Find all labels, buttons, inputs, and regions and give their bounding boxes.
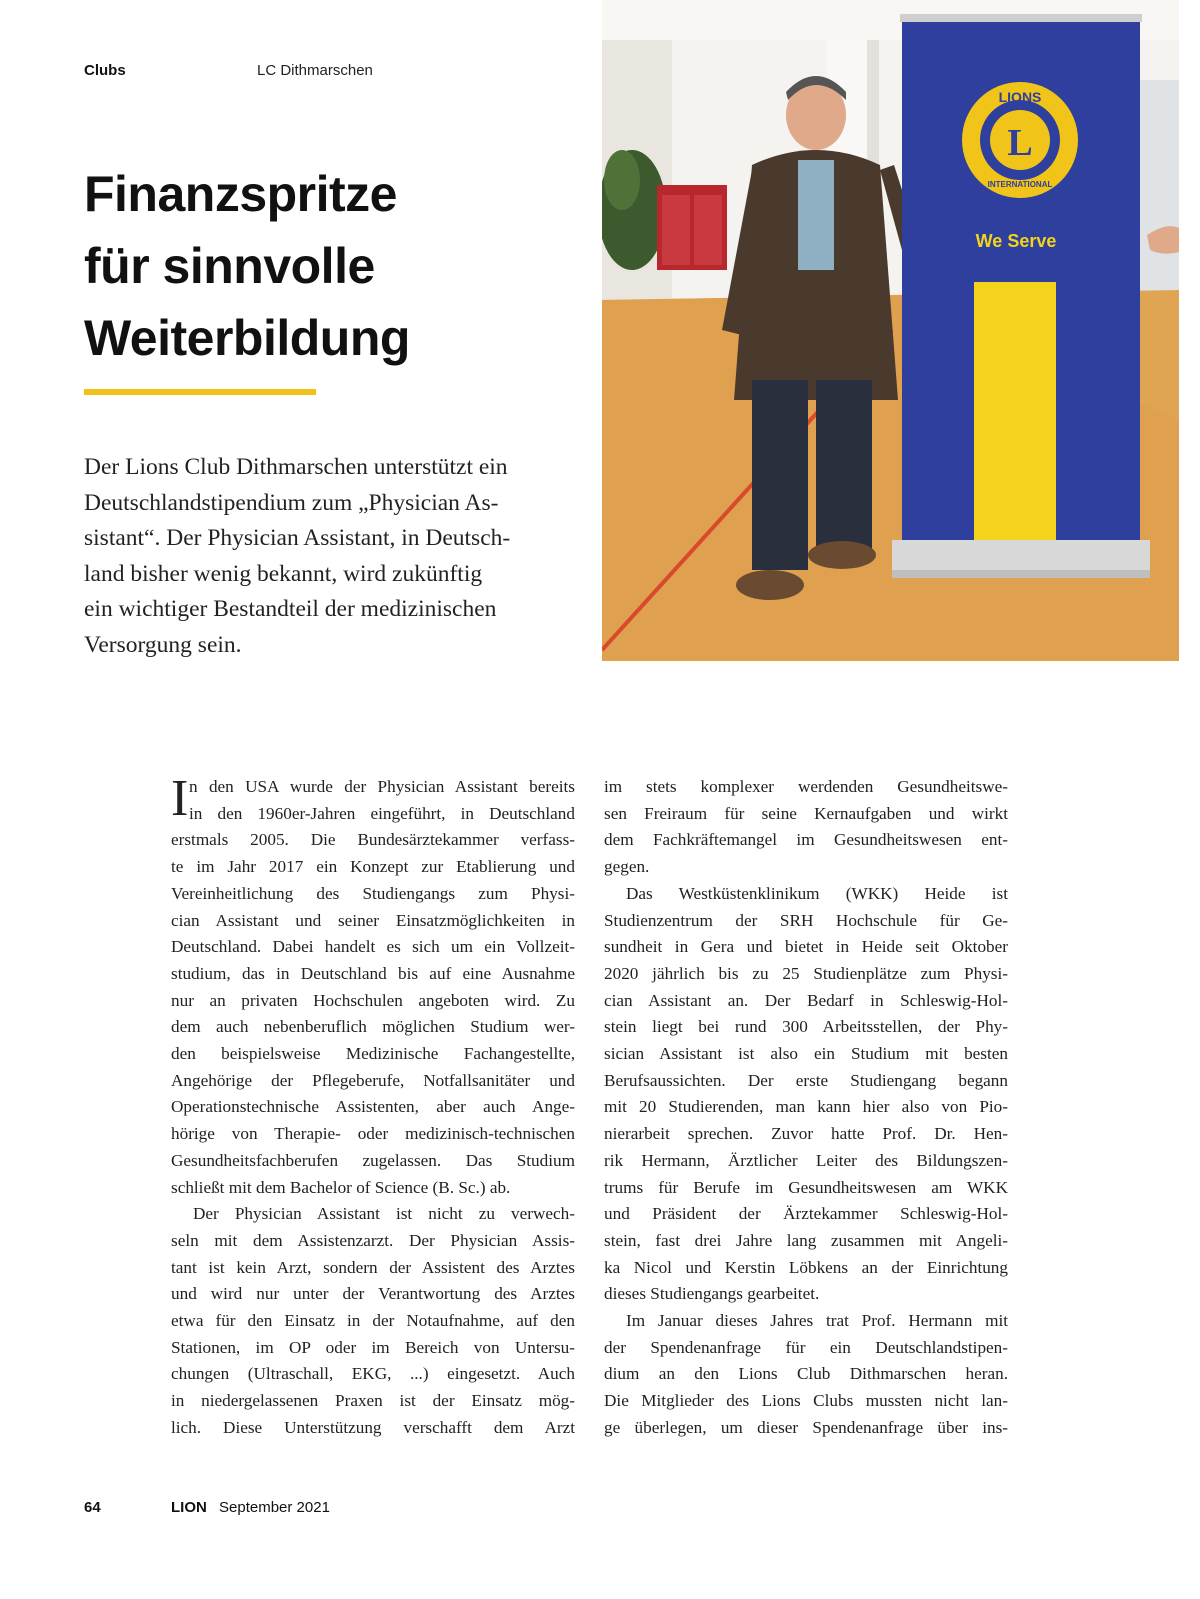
issue-date: September 2021 [219,1499,330,1516]
banner-logo-top: LIONS [998,89,1042,105]
body-line: dieses Studiengangs gearbeitet. [604,1284,820,1304]
body-line: n den USA wurde der Physician Assistant bereits [189,777,575,796]
body-line: erstmals 2005. Die Bundesärztekammer verfass- [171,830,575,850]
body-line: Gesundheitsfachberufen zugelassen. Das Studium [171,1150,575,1170]
body-line: Stationen, im OP oder im Bereich von Untersu- [171,1337,575,1357]
body-line: tant ist kein Arzt, sondern der Assistent des Arztes [171,1257,575,1277]
body-line: im stets komplexer werdenden Gesundheitswe- [604,777,1008,796]
body-column-left [171,770,575,1442]
banner-logo-bottom: INTERNATIONAL [987,180,1053,189]
headline-line: Finanzspritze [84,166,397,222]
photo-illustration [602,0,1179,661]
headline-line: Weiterbildung [84,310,410,366]
body-line: chungen (Ultraschall, EKG, ...) eingesetzt. Auch [171,1364,575,1384]
body-line: stein liegt bei rund 300 Arbeitsstellen, der Phy- [604,1017,1008,1037]
body-line: cian Assistant und seiner Einsatzmöglichkeiten in [171,910,575,930]
magazine-name: LION [171,1499,207,1516]
page-number: 64 [84,1499,101,1516]
body-line: Angehörige der Pflegeberufe, Notfallsanitäter und [171,1070,575,1090]
lead-paragraph [84,450,579,663]
body-line: Studienzentrum der SRH Hochschule für Ge- [604,910,1008,930]
lead-line: Deutschlandstipendium zum „Physician As- [84,489,499,516]
body-line: Im Januar dieses Jahres trat Prof. Hermann mit [626,1311,1008,1331]
body-line: der Spendenanfrage für ein Deutschlandstipen- [604,1337,1008,1357]
body-line: Die Mitglieder des Lions Clubs mussten nicht lan- [604,1391,1008,1411]
body-line: dem auch nebenberuflich möglichen Studium wer- [171,1017,575,1037]
body-line: nierarbeit sprechen. Zuvor hatte Prof. Dr. Hen- [604,1124,1008,1144]
body-line: nur an privaten Hochschulen angeboten wird. Zu [171,990,575,1010]
body-line: ge überlegen, um dieser Spendenanfrage über ins- [604,1417,1008,1437]
body-line: Deutschland. Dabei handelt es sich um ein Vollzeit- [171,937,575,957]
body-line: 2020 jährlich bis zu 25 Studienplätze zum Physi- [604,963,1008,983]
body-line: sician Assistant ist also ein Studium mit besten [604,1044,1008,1064]
body-line: Berufsaussichten. Der erste Studiengang begann [604,1070,1008,1090]
body-line: Operationstechnische Assistenten, aber auch Ange- [171,1097,575,1117]
lead-line: ein wichtiger Bestandteil der medizinischen [84,596,497,622]
body-line: in niedergelassenen Praxen ist der Einsatz mög- [171,1391,575,1411]
lead-line: Versorgung sein. [84,631,242,658]
section-label: Clubs [84,62,126,79]
body-column-right [604,774,1008,1442]
lead-line: land bisher wenig bekannt, wird zukünftig [84,560,483,587]
body-line: den beispielsweise Medizinische Fachangestellte, [171,1044,575,1064]
body-line: mit 20 Studierenden, man kann hier also von Pio- [604,1097,1008,1117]
club-label: LC Dithmarschen [257,62,373,79]
body-line: und wird nur unter der Verantwortung des Arztes [171,1284,575,1304]
body-line: und Präsident der Ärztekammer Schleswig-Hol- [604,1204,1008,1224]
body-line: Der Physician Assistant ist nicht zu verwech- [193,1204,575,1224]
body-line: ka Nicol und Kerstin Löbkens an der Einrichtung [604,1257,1008,1277]
body-line: lich. Diese Unterstützung verschafft dem Arzt [171,1417,575,1437]
lead-line: Der Lions Club Dithmarschen unterstützt ein [84,454,508,480]
body-line: dium an den Lions Club Dithmarschen heran. [604,1364,1008,1384]
headline-line: für sinnvolle [84,238,375,294]
body-line: hörige von Therapie- oder medizinisch-technischen [171,1124,575,1144]
body-line: cian Assistant an. Der Bedarf in Schleswig-Hol- [604,990,1008,1010]
drop-cap: I [171,770,189,827]
body-line: dem Fachkräftemangel im Gesundheitswesen ent- [604,830,1008,850]
body-line: in den 1960er-Jahren eingeführt, in Deutschland [189,803,575,823]
body-line: studium, das in Deutschland bis auf eine Ausnahme [171,963,575,983]
body-line: trums für Berufe im Gesundheitswesen am WKK [604,1177,1008,1197]
lead-line: sistant“. Der Physician Assistant, in Deutsch- [84,525,511,551]
body-line: stein, fast drei Jahre lang zusammen mit Angeli- [604,1230,1008,1250]
body-line: schließt mit dem Bachelor of Science (B. Sc.) ab. [171,1177,511,1197]
lions-banner [892,14,1150,578]
body-line: te im Jahr 2017 ein Konzept zur Etablierung und [171,857,575,877]
article-photo [602,0,1179,661]
body-line: Vereinheitlichung des Studiengangs zum Physi- [171,883,575,903]
body-line: seln mit dem Assistenzarzt. Der Physician Assis- [171,1230,575,1250]
body-line: rik Hermann, Ärztlicher Leiter des Bildungszen- [604,1150,1008,1170]
headline [84,158,564,374]
dropcap-wrapper [171,770,575,827]
body-line: sundheit in Gera und bietet in Heide seit Oktober [604,937,1008,957]
banner-logo-letter: L [1007,122,1033,164]
body-line: etwa für den Einsatz in der Notaufnahme, auf den [171,1311,575,1331]
accent-rule [84,389,316,395]
body-line: sen Freiraum für seine Kernaufgaben und wirkt [604,803,1008,823]
body-line: Das Westküstenklinikum (WKK) Heide ist [626,883,1008,903]
body-line: gegen. [604,857,650,877]
banner-slogan: We Serve [975,231,1057,251]
